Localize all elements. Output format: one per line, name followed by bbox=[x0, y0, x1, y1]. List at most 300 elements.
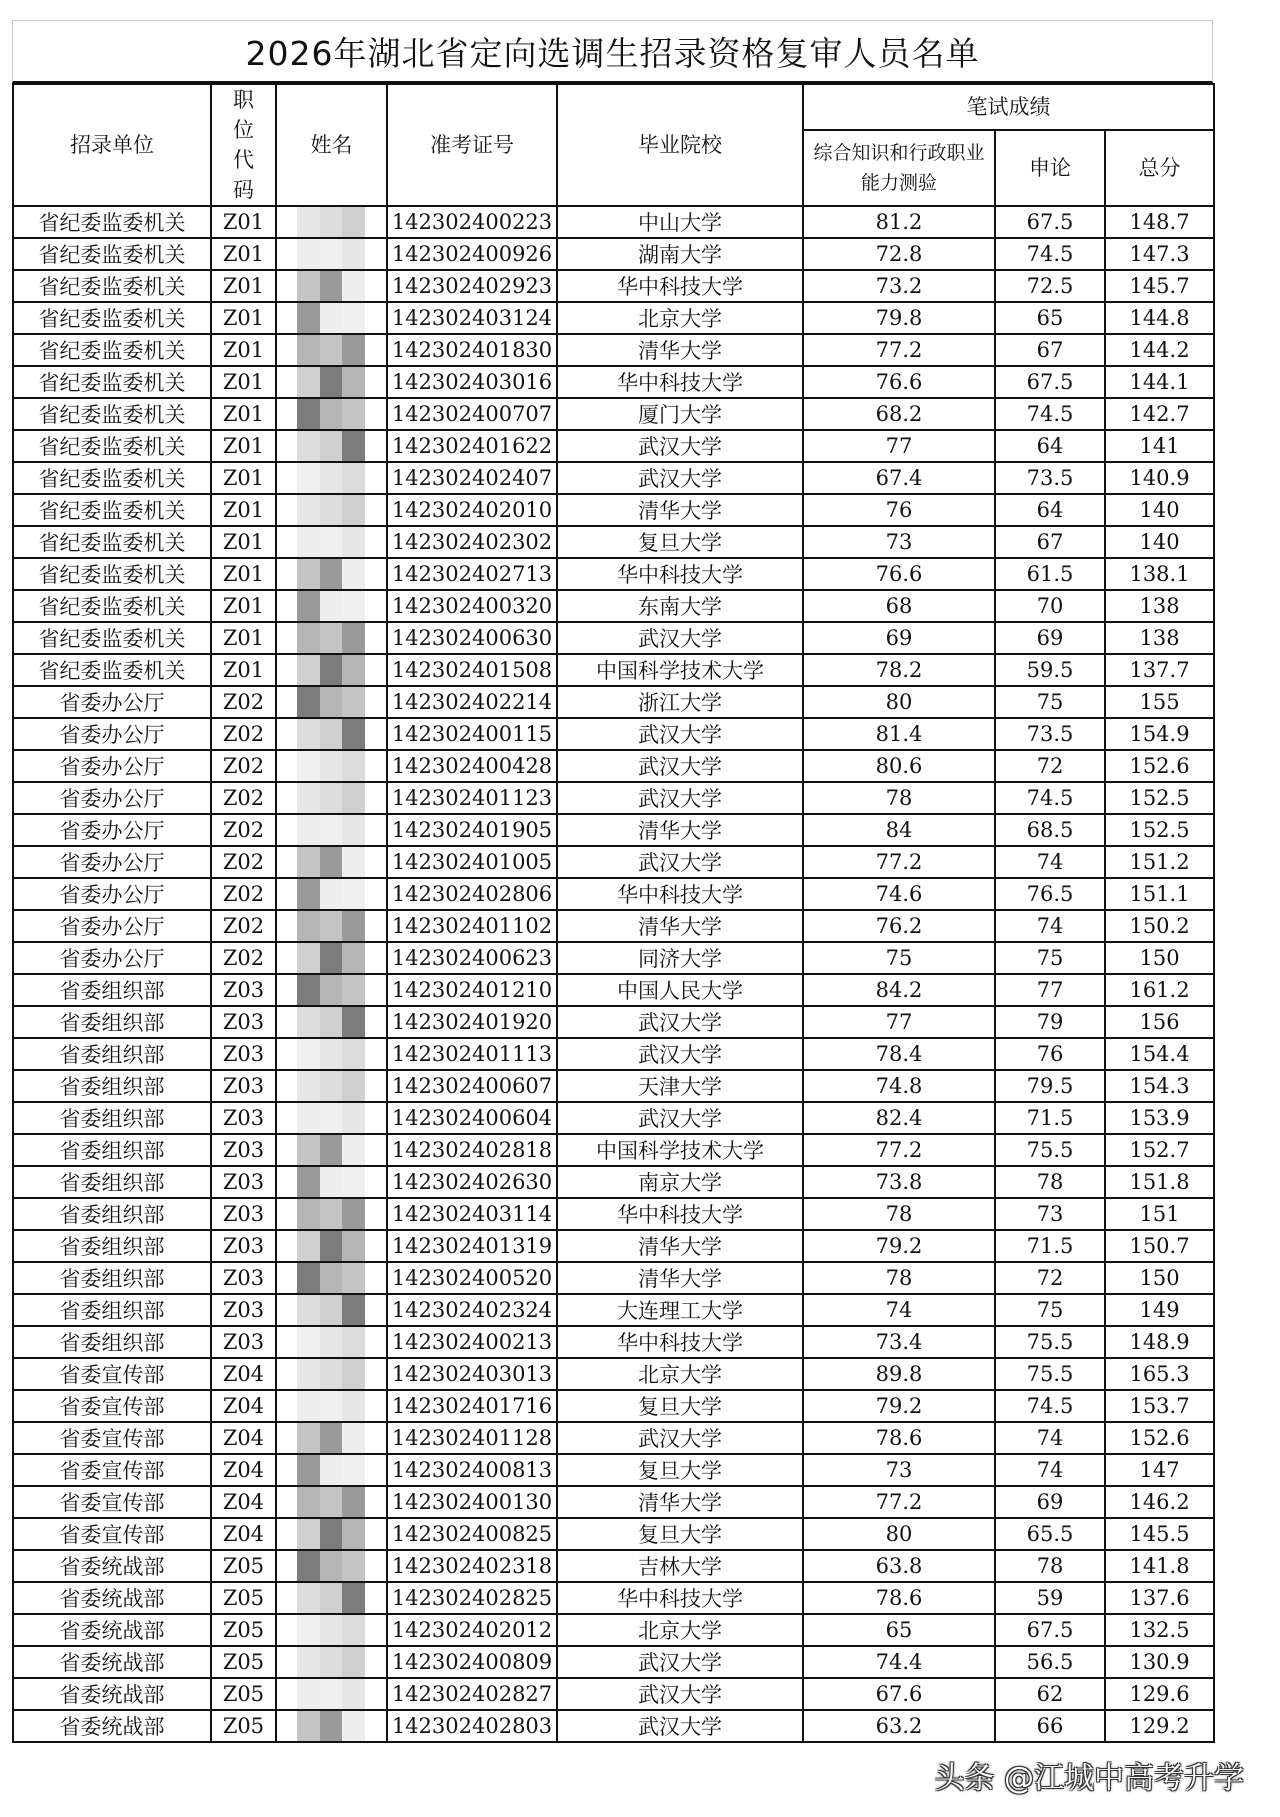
exam-id-cell: 142302402806 bbox=[387, 878, 557, 910]
table-row bbox=[13, 1230, 1214, 1262]
name-mosaic-blur bbox=[297, 975, 365, 1005]
position-code-cell: Z03 bbox=[211, 1070, 276, 1102]
table-row bbox=[13, 558, 1214, 590]
shenlun-score-cell: 64 bbox=[995, 430, 1105, 462]
name-cell-redacted bbox=[276, 558, 387, 590]
name-cell-redacted bbox=[276, 238, 387, 270]
shenlun-score-cell: 78 bbox=[995, 1550, 1105, 1582]
unit-cell: 省委组织部 bbox=[13, 1006, 211, 1038]
name-mosaic-blur bbox=[297, 1519, 365, 1549]
total-score-cell: 150.7 bbox=[1105, 1230, 1214, 1262]
unit-cell: 省委组织部 bbox=[13, 1326, 211, 1358]
total-score-cell: 154.3 bbox=[1105, 1070, 1214, 1102]
shenlun-score-cell: 73.5 bbox=[995, 462, 1105, 494]
shenlun-score-cell: 59 bbox=[995, 1582, 1105, 1614]
school-cell: 北京大学 bbox=[557, 1358, 803, 1390]
school-cell: 清华大学 bbox=[557, 334, 803, 366]
xingce-score-cell: 69 bbox=[803, 622, 995, 654]
name-mosaic-blur bbox=[297, 559, 365, 589]
unit-cell: 省委组织部 bbox=[13, 1230, 211, 1262]
school-cell: 华中科技大学 bbox=[557, 558, 803, 590]
xingce-score-cell: 74.6 bbox=[803, 878, 995, 910]
shenlun-score-cell: 56.5 bbox=[995, 1646, 1105, 1678]
name-cell-redacted bbox=[276, 1198, 387, 1230]
position-code-cell: Z01 bbox=[211, 334, 276, 366]
total-score-cell: 138 bbox=[1105, 622, 1214, 654]
unit-cell: 省委宣传部 bbox=[13, 1454, 211, 1486]
exam-id-cell: 142302402630 bbox=[387, 1166, 557, 1198]
xingce-score-cell: 63.8 bbox=[803, 1550, 995, 1582]
school-cell: 中国科学技术大学 bbox=[557, 654, 803, 686]
exam-id-cell: 142302401128 bbox=[387, 1422, 557, 1454]
shenlun-score-cell: 69 bbox=[995, 622, 1105, 654]
name-cell-redacted bbox=[276, 686, 387, 718]
name-cell-redacted bbox=[276, 1166, 387, 1198]
unit-cell: 省委组织部 bbox=[13, 1166, 211, 1198]
total-score-cell: 129.2 bbox=[1105, 1710, 1214, 1742]
school-cell: 武汉大学 bbox=[557, 430, 803, 462]
table-row bbox=[13, 494, 1214, 526]
table-row bbox=[13, 238, 1214, 270]
shenlun-score-cell: 71.5 bbox=[995, 1230, 1105, 1262]
total-score-cell: 137.7 bbox=[1105, 654, 1214, 686]
xingce-score-cell: 72.8 bbox=[803, 238, 995, 270]
school-cell: 武汉大学 bbox=[557, 1710, 803, 1742]
header-code: 职位代码 bbox=[211, 84, 276, 206]
header-exam-id: 准考证号 bbox=[387, 84, 557, 206]
position-code-cell: Z02 bbox=[211, 750, 276, 782]
header-shenlun: 申论 bbox=[995, 130, 1105, 206]
total-score-cell: 152.5 bbox=[1105, 814, 1214, 846]
name-mosaic-blur bbox=[297, 1711, 365, 1741]
name-mosaic-blur bbox=[297, 1487, 365, 1517]
school-cell: 北京大学 bbox=[557, 302, 803, 334]
xingce-score-cell: 77 bbox=[803, 1006, 995, 1038]
school-cell: 同济大学 bbox=[557, 942, 803, 974]
xingce-score-cell: 78 bbox=[803, 1198, 995, 1230]
header-name: 姓名 bbox=[276, 84, 387, 206]
exam-id-cell: 142302403114 bbox=[387, 1198, 557, 1230]
name-mosaic-blur bbox=[297, 463, 365, 493]
name-cell-redacted bbox=[276, 302, 387, 334]
name-cell-redacted bbox=[276, 942, 387, 974]
name-mosaic-blur bbox=[297, 1679, 365, 1709]
xingce-score-cell: 76.6 bbox=[803, 366, 995, 398]
name-cell-redacted bbox=[276, 1710, 387, 1742]
exam-id-cell: 142302400707 bbox=[387, 398, 557, 430]
unit-cell: 省委宣传部 bbox=[13, 1358, 211, 1390]
shenlun-score-cell: 76 bbox=[995, 1038, 1105, 1070]
table-row bbox=[13, 1262, 1214, 1294]
table-row bbox=[13, 1134, 1214, 1166]
table-row bbox=[13, 1454, 1214, 1486]
unit-cell: 省委统战部 bbox=[13, 1710, 211, 1742]
name-cell-redacted bbox=[276, 1614, 387, 1646]
table-row bbox=[13, 814, 1214, 846]
name-cell-redacted bbox=[276, 1038, 387, 1070]
xingce-score-cell: 74.4 bbox=[803, 1646, 995, 1678]
name-cell-redacted bbox=[276, 718, 387, 750]
shenlun-score-cell: 61.5 bbox=[995, 558, 1105, 590]
name-cell-redacted bbox=[276, 1422, 387, 1454]
header-written-scores: 笔试成绩 bbox=[803, 84, 1214, 130]
unit-cell: 省纪委监委机关 bbox=[13, 430, 211, 462]
name-cell-redacted bbox=[276, 1358, 387, 1390]
unit-cell: 省纪委监委机关 bbox=[13, 238, 211, 270]
exam-id-cell: 142302402010 bbox=[387, 494, 557, 526]
name-mosaic-blur bbox=[297, 1327, 365, 1357]
shenlun-score-cell: 74 bbox=[995, 910, 1105, 942]
xingce-score-cell: 78.6 bbox=[803, 1582, 995, 1614]
xingce-score-cell: 75 bbox=[803, 942, 995, 974]
exam-id-cell: 142302400926 bbox=[387, 238, 557, 270]
name-cell-redacted bbox=[276, 1134, 387, 1166]
table-row bbox=[13, 526, 1214, 558]
total-score-cell: 145.5 bbox=[1105, 1518, 1214, 1550]
unit-cell: 省委办公厅 bbox=[13, 910, 211, 942]
total-score-cell: 155 bbox=[1105, 686, 1214, 718]
position-code-cell: Z05 bbox=[211, 1614, 276, 1646]
xingce-score-cell: 80.6 bbox=[803, 750, 995, 782]
name-mosaic-blur bbox=[297, 1295, 365, 1325]
total-score-cell: 152.5 bbox=[1105, 782, 1214, 814]
position-code-cell: Z05 bbox=[211, 1582, 276, 1614]
name-mosaic-blur bbox=[297, 1647, 365, 1677]
shenlun-score-cell: 74.5 bbox=[995, 782, 1105, 814]
unit-cell: 省纪委监委机关 bbox=[13, 526, 211, 558]
name-mosaic-blur bbox=[297, 751, 365, 781]
table-row bbox=[13, 430, 1214, 462]
school-cell: 武汉大学 bbox=[557, 622, 803, 654]
shenlun-score-cell: 64 bbox=[995, 494, 1105, 526]
school-cell: 武汉大学 bbox=[557, 1422, 803, 1454]
exam-id-cell: 142302400825 bbox=[387, 1518, 557, 1550]
exam-id-cell: 142302402302 bbox=[387, 526, 557, 558]
exam-id-cell: 142302400115 bbox=[387, 718, 557, 750]
school-cell: 清华大学 bbox=[557, 1486, 803, 1518]
exam-id-cell: 142302400213 bbox=[387, 1326, 557, 1358]
position-code-cell: Z02 bbox=[211, 718, 276, 750]
name-mosaic-blur bbox=[297, 1071, 365, 1101]
unit-cell: 省委办公厅 bbox=[13, 942, 211, 974]
shenlun-score-cell: 76.5 bbox=[995, 878, 1105, 910]
shenlun-score-cell: 74 bbox=[995, 1454, 1105, 1486]
position-code-cell: Z05 bbox=[211, 1646, 276, 1678]
name-cell-redacted bbox=[276, 1454, 387, 1486]
name-mosaic-blur bbox=[297, 655, 365, 685]
name-mosaic-blur bbox=[297, 1423, 365, 1453]
table-row bbox=[13, 590, 1214, 622]
xingce-score-cell: 79.8 bbox=[803, 302, 995, 334]
exam-id-cell: 142302400607 bbox=[387, 1070, 557, 1102]
total-score-cell: 152.6 bbox=[1105, 750, 1214, 782]
table-row bbox=[13, 1646, 1214, 1678]
shenlun-score-cell: 79 bbox=[995, 1006, 1105, 1038]
exam-id-cell: 142302400223 bbox=[387, 206, 557, 238]
name-mosaic-blur bbox=[297, 1551, 365, 1581]
unit-cell: 省委统战部 bbox=[13, 1550, 211, 1582]
position-code-cell: Z03 bbox=[211, 974, 276, 1006]
table-row bbox=[13, 1198, 1214, 1230]
name-mosaic-blur bbox=[297, 1103, 365, 1133]
school-cell: 华中科技大学 bbox=[557, 366, 803, 398]
position-code-cell: Z01 bbox=[211, 270, 276, 302]
position-code-cell: Z01 bbox=[211, 622, 276, 654]
position-code-cell: Z05 bbox=[211, 1550, 276, 1582]
name-cell-redacted bbox=[276, 1294, 387, 1326]
xingce-score-cell: 84.2 bbox=[803, 974, 995, 1006]
school-cell: 清华大学 bbox=[557, 494, 803, 526]
exam-id-cell: 142302402818 bbox=[387, 1134, 557, 1166]
document-sheet bbox=[12, 20, 1213, 1743]
shenlun-score-cell: 68.5 bbox=[995, 814, 1105, 846]
shenlun-score-cell: 75 bbox=[995, 1294, 1105, 1326]
school-cell: 武汉大学 bbox=[557, 750, 803, 782]
table-row bbox=[13, 1678, 1214, 1710]
name-cell-redacted bbox=[276, 494, 387, 526]
total-score-cell: 151.8 bbox=[1105, 1166, 1214, 1198]
table-row bbox=[13, 1582, 1214, 1614]
unit-cell: 省纪委监委机关 bbox=[13, 302, 211, 334]
total-score-cell: 147 bbox=[1105, 1454, 1214, 1486]
name-mosaic-blur bbox=[297, 1455, 365, 1485]
school-cell: 东南大学 bbox=[557, 590, 803, 622]
name-cell-redacted bbox=[276, 1550, 387, 1582]
position-code-cell: Z03 bbox=[211, 1166, 276, 1198]
name-cell-redacted bbox=[276, 1230, 387, 1262]
header-unit: 招录单位 bbox=[13, 84, 211, 206]
header-total: 总分 bbox=[1105, 130, 1214, 206]
unit-cell: 省委组织部 bbox=[13, 1134, 211, 1166]
xingce-score-cell: 73 bbox=[803, 1454, 995, 1486]
candidate-table bbox=[12, 83, 1215, 1743]
name-cell-redacted bbox=[276, 1390, 387, 1422]
school-cell: 武汉大学 bbox=[557, 718, 803, 750]
total-score-cell: 129.6 bbox=[1105, 1678, 1214, 1710]
school-cell: 复旦大学 bbox=[557, 1390, 803, 1422]
name-mosaic-blur bbox=[297, 1263, 365, 1293]
name-mosaic-blur bbox=[297, 367, 365, 397]
unit-cell: 省纪委监委机关 bbox=[13, 558, 211, 590]
xingce-score-cell: 67.4 bbox=[803, 462, 995, 494]
exam-id-cell: 142302400604 bbox=[387, 1102, 557, 1134]
table-row bbox=[13, 334, 1214, 366]
table-row bbox=[13, 270, 1214, 302]
name-cell-redacted bbox=[276, 846, 387, 878]
unit-cell: 省委宣传部 bbox=[13, 1422, 211, 1454]
position-code-cell: Z03 bbox=[211, 1294, 276, 1326]
exam-id-cell: 142302401508 bbox=[387, 654, 557, 686]
unit-cell: 省委宣传部 bbox=[13, 1518, 211, 1550]
position-code-cell: Z01 bbox=[211, 654, 276, 686]
unit-cell: 省委统战部 bbox=[13, 1646, 211, 1678]
name-cell-redacted bbox=[276, 590, 387, 622]
table-row bbox=[13, 750, 1214, 782]
unit-cell: 省委组织部 bbox=[13, 1070, 211, 1102]
shenlun-score-cell: 65 bbox=[995, 302, 1105, 334]
position-code-cell: Z03 bbox=[211, 1006, 276, 1038]
name-mosaic-blur bbox=[297, 879, 365, 909]
school-cell: 华中科技大学 bbox=[557, 1198, 803, 1230]
name-mosaic-blur bbox=[297, 719, 365, 749]
school-cell: 湖南大学 bbox=[557, 238, 803, 270]
exam-id-cell: 142302400320 bbox=[387, 590, 557, 622]
exam-id-cell: 142302401905 bbox=[387, 814, 557, 846]
name-mosaic-blur bbox=[297, 1615, 365, 1645]
xingce-score-cell: 73.8 bbox=[803, 1166, 995, 1198]
table-row bbox=[13, 462, 1214, 494]
table-row bbox=[13, 1038, 1214, 1070]
total-score-cell: 150 bbox=[1105, 942, 1214, 974]
school-cell: 复旦大学 bbox=[557, 1518, 803, 1550]
shenlun-score-cell: 67 bbox=[995, 526, 1105, 558]
table-row bbox=[13, 1614, 1214, 1646]
header-xingce: 综合知识和行政职业能力测验 bbox=[803, 130, 995, 206]
unit-cell: 省纪委监委机关 bbox=[13, 654, 211, 686]
xingce-score-cell: 81.2 bbox=[803, 206, 995, 238]
total-score-cell: 145.7 bbox=[1105, 270, 1214, 302]
shenlun-score-cell: 59.5 bbox=[995, 654, 1105, 686]
school-cell: 吉林大学 bbox=[557, 1550, 803, 1582]
table-row bbox=[13, 1518, 1214, 1550]
name-mosaic-blur bbox=[297, 911, 365, 941]
xingce-score-cell: 65 bbox=[803, 1614, 995, 1646]
xingce-score-cell: 73 bbox=[803, 526, 995, 558]
school-cell: 武汉大学 bbox=[557, 462, 803, 494]
exam-id-cell: 142302400130 bbox=[387, 1486, 557, 1518]
unit-cell: 省纪委监委机关 bbox=[13, 366, 211, 398]
shenlun-score-cell: 67.5 bbox=[995, 366, 1105, 398]
school-cell: 清华大学 bbox=[557, 1230, 803, 1262]
shenlun-score-cell: 75.5 bbox=[995, 1358, 1105, 1390]
exam-id-cell: 142302400809 bbox=[387, 1646, 557, 1678]
position-code-cell: Z05 bbox=[211, 1678, 276, 1710]
shenlun-score-cell: 73.5 bbox=[995, 718, 1105, 750]
table-row bbox=[13, 206, 1214, 238]
position-code-cell: Z01 bbox=[211, 430, 276, 462]
total-score-cell: 140.9 bbox=[1105, 462, 1214, 494]
total-score-cell: 141.8 bbox=[1105, 1550, 1214, 1582]
name-cell-redacted bbox=[276, 782, 387, 814]
shenlun-score-cell: 78 bbox=[995, 1166, 1105, 1198]
table-row bbox=[13, 1710, 1214, 1742]
name-cell-redacted bbox=[276, 1262, 387, 1294]
name-mosaic-blur bbox=[297, 943, 365, 973]
unit-cell: 省委宣传部 bbox=[13, 1390, 211, 1422]
position-code-cell: Z02 bbox=[211, 910, 276, 942]
xingce-score-cell: 78.6 bbox=[803, 1422, 995, 1454]
header-school: 毕业院校 bbox=[557, 84, 803, 206]
total-score-cell: 138 bbox=[1105, 590, 1214, 622]
name-cell-redacted bbox=[276, 366, 387, 398]
school-cell: 厦门大学 bbox=[557, 398, 803, 430]
total-score-cell: 152.7 bbox=[1105, 1134, 1214, 1166]
name-cell-redacted bbox=[276, 1518, 387, 1550]
xingce-score-cell: 68.2 bbox=[803, 398, 995, 430]
name-cell-redacted bbox=[276, 1678, 387, 1710]
unit-cell: 省委办公厅 bbox=[13, 718, 211, 750]
shenlun-score-cell: 74 bbox=[995, 1422, 1105, 1454]
school-cell: 北京大学 bbox=[557, 1614, 803, 1646]
name-cell-redacted bbox=[276, 1646, 387, 1678]
exam-id-cell: 142302401005 bbox=[387, 846, 557, 878]
xingce-score-cell: 74.8 bbox=[803, 1070, 995, 1102]
name-cell-redacted bbox=[276, 1070, 387, 1102]
name-mosaic-blur bbox=[297, 783, 365, 813]
shenlun-score-cell: 67 bbox=[995, 334, 1105, 366]
name-mosaic-blur bbox=[297, 527, 365, 557]
name-cell-redacted bbox=[276, 1006, 387, 1038]
total-score-cell: 137.6 bbox=[1105, 1582, 1214, 1614]
school-cell: 清华大学 bbox=[557, 910, 803, 942]
position-code-cell: Z01 bbox=[211, 526, 276, 558]
xingce-score-cell: 78.2 bbox=[803, 654, 995, 686]
xingce-score-cell: 77.2 bbox=[803, 1486, 995, 1518]
table-row bbox=[13, 1422, 1214, 1454]
table-row bbox=[13, 622, 1214, 654]
shenlun-score-cell: 77 bbox=[995, 974, 1105, 1006]
shenlun-score-cell: 67.5 bbox=[995, 206, 1105, 238]
total-score-cell: 138.1 bbox=[1105, 558, 1214, 590]
shenlun-score-cell: 73 bbox=[995, 1198, 1105, 1230]
school-cell: 华中科技大学 bbox=[557, 1582, 803, 1614]
shenlun-score-cell: 75.5 bbox=[995, 1134, 1105, 1166]
exam-id-cell: 142302401210 bbox=[387, 974, 557, 1006]
name-cell-redacted bbox=[276, 622, 387, 654]
exam-id-cell: 142302400623 bbox=[387, 942, 557, 974]
position-code-cell: Z01 bbox=[211, 462, 276, 494]
total-score-cell: 153.9 bbox=[1105, 1102, 1214, 1134]
shenlun-score-cell: 74.5 bbox=[995, 398, 1105, 430]
table-row bbox=[13, 1486, 1214, 1518]
school-cell: 中国科学技术大学 bbox=[557, 1134, 803, 1166]
school-cell: 南京大学 bbox=[557, 1166, 803, 1198]
shenlun-score-cell: 79.5 bbox=[995, 1070, 1105, 1102]
name-mosaic-blur bbox=[297, 431, 365, 461]
name-mosaic-blur bbox=[297, 1039, 365, 1069]
total-score-cell: 132.5 bbox=[1105, 1614, 1214, 1646]
table-row bbox=[13, 878, 1214, 910]
xingce-score-cell: 79.2 bbox=[803, 1230, 995, 1262]
xingce-score-cell: 67.6 bbox=[803, 1678, 995, 1710]
shenlun-score-cell: 67.5 bbox=[995, 1614, 1105, 1646]
table-row bbox=[13, 1102, 1214, 1134]
table-row bbox=[13, 1326, 1214, 1358]
name-mosaic-blur bbox=[297, 495, 365, 525]
total-score-cell: 153.7 bbox=[1105, 1390, 1214, 1422]
position-code-cell: Z02 bbox=[211, 878, 276, 910]
name-cell-redacted bbox=[276, 334, 387, 366]
table-row bbox=[13, 910, 1214, 942]
total-score-cell: 154.9 bbox=[1105, 718, 1214, 750]
position-code-cell: Z03 bbox=[211, 1230, 276, 1262]
xingce-score-cell: 63.2 bbox=[803, 1710, 995, 1742]
position-code-cell: Z01 bbox=[211, 366, 276, 398]
name-mosaic-blur bbox=[297, 239, 365, 269]
total-score-cell: 151 bbox=[1105, 1198, 1214, 1230]
name-mosaic-blur bbox=[297, 1007, 365, 1037]
school-cell: 武汉大学 bbox=[557, 1102, 803, 1134]
xingce-score-cell: 81.4 bbox=[803, 718, 995, 750]
name-mosaic-blur bbox=[297, 303, 365, 333]
xingce-score-cell: 76.2 bbox=[803, 910, 995, 942]
position-code-cell: Z02 bbox=[211, 942, 276, 974]
school-cell: 华中科技大学 bbox=[557, 270, 803, 302]
xingce-score-cell: 78 bbox=[803, 1262, 995, 1294]
exam-id-cell: 142302403124 bbox=[387, 302, 557, 334]
xingce-score-cell: 77.2 bbox=[803, 1134, 995, 1166]
exam-id-cell: 142302402214 bbox=[387, 686, 557, 718]
